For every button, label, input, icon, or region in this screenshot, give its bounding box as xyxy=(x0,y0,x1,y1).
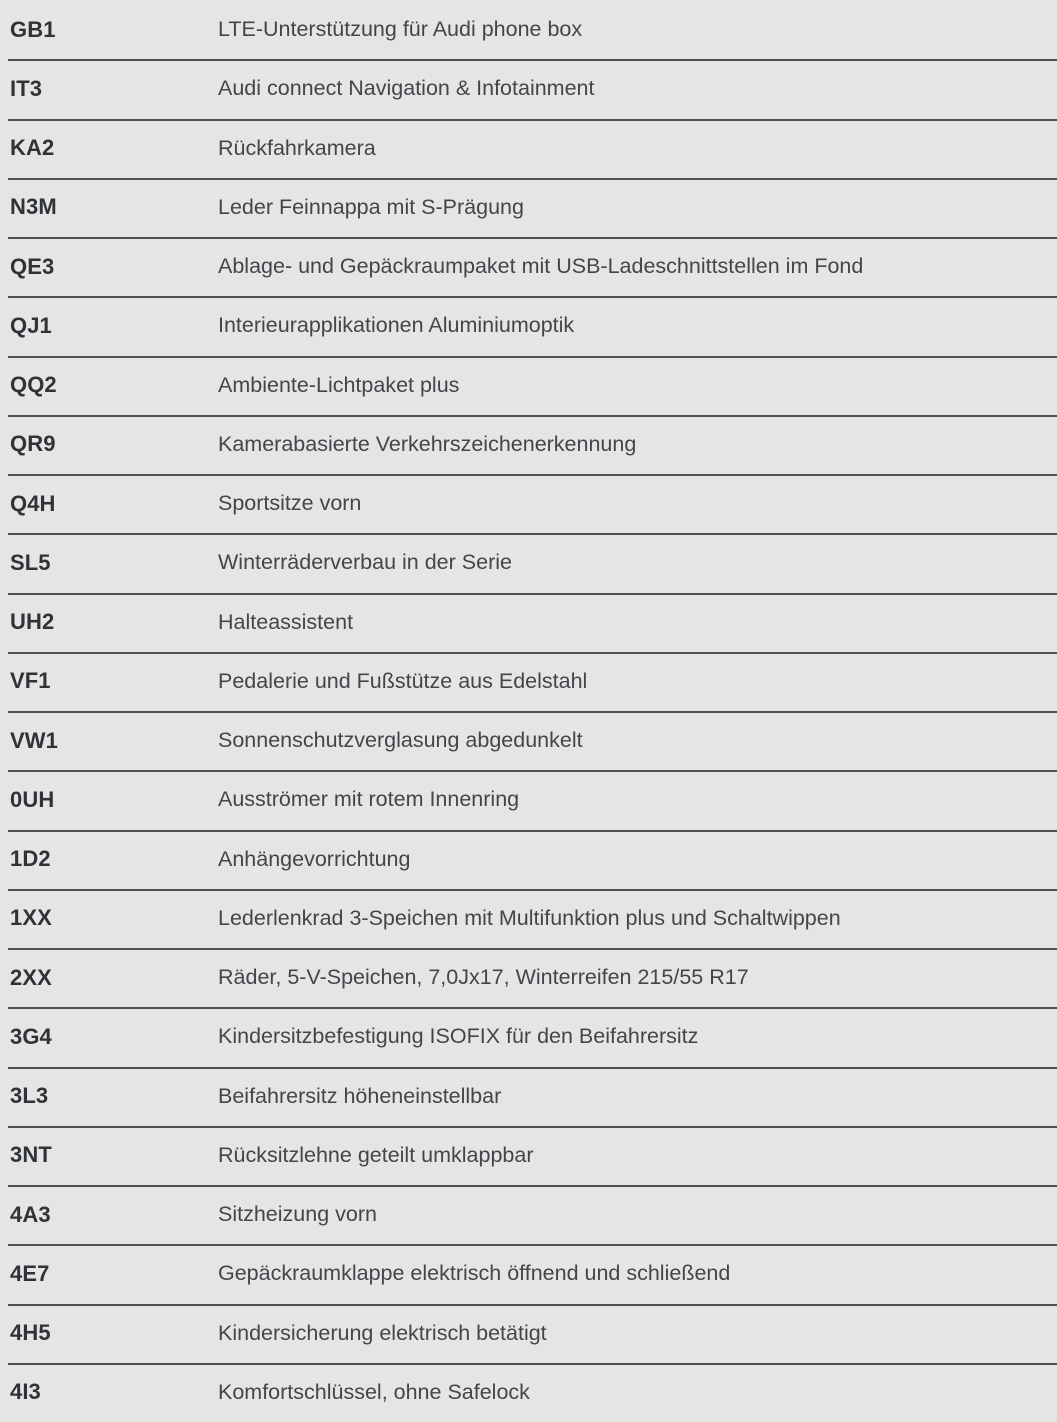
option-description-qr9: Kamerabasierte Verkehrszeichenerkennung xyxy=(218,431,637,456)
option-code-vf1: VF1 xyxy=(10,668,51,694)
option-description-ka2: Rückfahrkamera xyxy=(218,135,376,160)
option-code-qr9: QR9 xyxy=(10,431,56,457)
table-row-1d2 xyxy=(0,830,1057,889)
table-row-3l3 xyxy=(0,1067,1057,1126)
option-code-qq2: QQ2 xyxy=(10,372,57,398)
option-description-gb1: LTE-Unterstützung für Audi phone box xyxy=(218,17,583,42)
option-code-uh2: UH2 xyxy=(10,609,55,635)
option-description-qq2: Ambiente-Lichtpaket plus xyxy=(218,372,460,397)
table-row-1xx xyxy=(0,889,1057,948)
option-description-3nt: Rücksitzlehne geteilt umklappbar xyxy=(218,1142,534,1167)
option-code-1xx: 1XX xyxy=(10,905,52,931)
option-code-qj1: QJ1 xyxy=(10,312,52,338)
table-row-vw1 xyxy=(0,711,1057,770)
option-description-it3: Audi connect Navigation & Infotainment xyxy=(218,76,595,101)
table-row-it3 xyxy=(0,59,1057,118)
option-code-ka2: KA2 xyxy=(10,135,55,161)
table-row-n3m xyxy=(0,178,1057,237)
option-code-4e7: 4E7 xyxy=(10,1260,50,1286)
table-row-gb1 xyxy=(0,0,1057,59)
option-description-0uh: Ausströmer mit rotem Innenring xyxy=(218,787,520,812)
option-code-qe3: QE3 xyxy=(10,253,55,279)
option-code-n3m: N3M xyxy=(10,194,57,220)
option-code-3l3: 3L3 xyxy=(10,1083,49,1109)
table-row-vf1 xyxy=(0,652,1057,711)
option-description-3g4: Kindersitzbefestigung ISOFIX für den Beifahrersitz xyxy=(218,1024,699,1049)
table-row-qj1 xyxy=(0,296,1057,355)
option-code-gb1: GB1 xyxy=(10,16,56,42)
table-row-uh2 xyxy=(0,593,1057,652)
option-description-1xx: Lederlenkrad 3-Speichen mit Multifunktion plus und Schaltwippen xyxy=(218,905,841,930)
option-description-vf1: Pedalerie und Fußstütze aus Edelstahl xyxy=(218,668,588,693)
table-row-3g4 xyxy=(0,1007,1057,1066)
table-row-qq2 xyxy=(0,356,1057,415)
option-description-2xx: Räder, 5-V-Speichen, 7,0Jx17, Winterreifen 215/55 R17 xyxy=(218,965,749,990)
option-description-q4h: Sportsitze vorn xyxy=(218,491,362,516)
option-description-sl5: Winterräderverbau in der Serie xyxy=(218,550,512,575)
option-description-n3m: Leder Feinnappa mit S-Prägung xyxy=(218,194,524,219)
option-description-uh2: Halteassistent xyxy=(218,609,354,634)
option-code-2xx: 2XX xyxy=(10,964,52,990)
option-code-1d2: 1D2 xyxy=(10,846,51,872)
table-row-q4h xyxy=(0,474,1057,533)
option-description-qj1: Interieurapplikationen Aluminiumoptik xyxy=(218,313,575,338)
option-code-vw1: VW1 xyxy=(10,727,58,753)
option-description-vw1: Sonnenschutzverglasung abgedunkelt xyxy=(218,728,583,753)
option-code-sl5: SL5 xyxy=(10,549,51,575)
table-row-sl5 xyxy=(0,533,1057,592)
option-code-4h5: 4H5 xyxy=(10,1320,51,1346)
option-code-3nt: 3NT xyxy=(10,1142,52,1168)
table-row-4a3 xyxy=(0,1185,1057,1244)
table-row-3nt xyxy=(0,1126,1057,1185)
option-code-q4h: Q4H xyxy=(10,490,56,516)
option-code-4a3: 4A3 xyxy=(10,1201,51,1227)
table-row-4e7 xyxy=(0,1244,1057,1303)
table-row-4i3 xyxy=(0,1363,1057,1422)
option-code-4i3: 4I3 xyxy=(10,1379,41,1405)
option-description-4a3: Sitzheizung vorn xyxy=(218,1202,377,1227)
table-row-0uh xyxy=(0,770,1057,829)
option-description-1d2: Anhängevorrichtung xyxy=(218,846,411,871)
option-description-3l3: Beifahrersitz höheneinstellbar xyxy=(218,1083,502,1108)
table-row-ka2 xyxy=(0,119,1057,178)
option-code-it3: IT3 xyxy=(10,75,43,101)
table-row-2xx xyxy=(0,948,1057,1007)
table-row-qe3 xyxy=(0,237,1057,296)
table-row-4h5 xyxy=(0,1304,1057,1363)
option-code-0uh: 0UH xyxy=(10,786,55,812)
table-row-qr9 xyxy=(0,415,1057,474)
option-code-3g4: 3G4 xyxy=(10,1023,52,1049)
option-description-4e7: Gepäckraumklappe elektrisch öffnend und schließend xyxy=(218,1261,731,1286)
option-description-4i3: Komfortschlüssel, ohne Safelock xyxy=(218,1379,530,1404)
option-description-4h5: Kindersicherung elektrisch betätigt xyxy=(218,1320,547,1345)
option-description-qe3: Ablage- und Gepäckraumpaket mit USB-Ladeschnittstellen im Fond xyxy=(218,254,864,279)
